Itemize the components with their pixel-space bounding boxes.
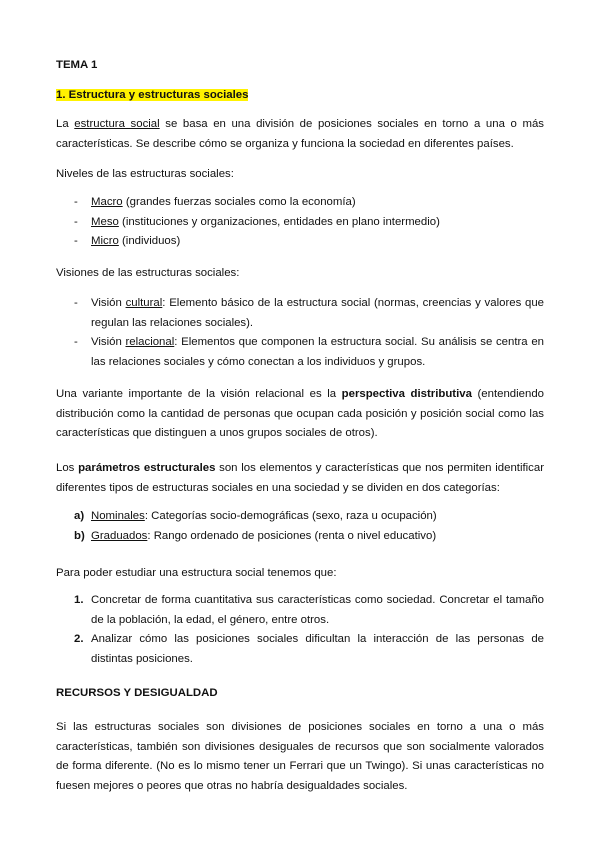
visiones-intro: Visiones de las estructuras sociales: xyxy=(56,267,240,279)
list-pre: Visión xyxy=(91,297,126,309)
list-text: (individuos) xyxy=(118,235,181,247)
paragraph-parametros xyxy=(56,459,544,498)
list-marker: b) xyxy=(74,529,85,542)
list-marker: - xyxy=(74,336,78,348)
list-item xyxy=(56,193,544,213)
list-text: Analizar cómo las posiciones sociales dificultan la interacción de las personas de distintas posiciones. xyxy=(91,633,544,665)
variante-bold: perspectiva distributiva xyxy=(341,388,472,400)
tema-heading: TEMA 1 xyxy=(56,59,98,71)
variante-text-a: Una variante importante de la visión relacional es la xyxy=(56,388,342,400)
list-marker: - xyxy=(74,196,78,208)
list-item xyxy=(56,591,544,630)
paragraph-recursos: Si las estructuras sociales son divisiones de posiciones sociales en torno a una o más características, también son divisiones desiguales de recursos que son socialmente valorados de forma diferente. (No es lo mismo tener un Ferrari que un Twingo). Si unas características no fuesen mejores o peores que otras no habría desigualdades sociales. xyxy=(56,721,544,792)
p1-text-b: se basa en una división de posiciones sociales en torno a una o más características. Se describe cómo se organiza y funciona la sociedad en diferentes países. xyxy=(56,118,544,150)
parametros-bold: parámetros estructurales xyxy=(78,462,216,474)
list-text: (grandes fuerzas sociales como la economía) xyxy=(122,196,356,208)
list-text: : Rango ordenado de posiciones (renta o nivel educativo) xyxy=(147,529,437,542)
list-text: : Elementos que componen la estructura social. Su análisis se centra en las relaciones sociales y cómo conectan a los individuos y grupos. xyxy=(91,336,544,368)
section-title xyxy=(56,86,544,106)
list-text: (instituciones y organizaciones, entidades en plano intermedio) xyxy=(118,215,440,228)
list-item xyxy=(56,527,544,547)
list-marker: a) xyxy=(74,510,85,522)
estudiar-intro: Para poder estudiar una estructura social tenemos que: xyxy=(56,567,337,579)
section-title-text: 1. Estructura y estructuras sociales xyxy=(56,89,249,101)
pasos-list xyxy=(56,591,544,669)
list-item xyxy=(56,630,544,669)
recursos-heading: RECURSOS Y DESIGUALDAD xyxy=(56,687,218,699)
niveles-list xyxy=(56,193,544,252)
variante-text-b: (entendiendo distribución como la cantidad de personas que ocupan cada posición y posición social como las características que distinguen a unos grupos sociales de otros). xyxy=(56,388,545,439)
visiones-list xyxy=(56,294,544,372)
list-term: cultural xyxy=(125,297,163,309)
list-marker: 2. xyxy=(74,633,84,645)
list-item xyxy=(56,333,544,372)
list-marker: - xyxy=(74,215,78,228)
list-item xyxy=(56,507,544,527)
list-term: Graduados xyxy=(91,529,148,542)
list-term: Meso xyxy=(91,215,119,228)
list-marker: - xyxy=(74,297,78,309)
list-marker: 1. xyxy=(74,594,84,606)
list-term: Nominales xyxy=(91,510,145,522)
list-marker: - xyxy=(74,235,78,247)
list-term: Macro xyxy=(91,196,123,208)
niveles-intro: Niveles de las estructuras sociales: xyxy=(56,168,234,180)
list-item xyxy=(56,294,544,333)
parametros-text-b: son los elementos y características que nos permiten identificar diferentes tipos de estructuras sociales en una sociedad y se dividen en dos categorías: xyxy=(56,462,544,494)
parametros-text-a: Los xyxy=(56,462,79,474)
categorias-list xyxy=(56,507,544,546)
p1-term: estructura social xyxy=(74,118,160,130)
list-term: relacional xyxy=(125,336,175,348)
paragraph-estructura xyxy=(56,115,544,154)
list-item xyxy=(56,213,544,233)
list-term: Micro xyxy=(91,235,119,247)
list-text: : Elemento básico de la estructura social (normas, creencias y valores que regulan las relaciones sociales). xyxy=(91,297,545,329)
list-text: Concretar de forma cuantitativa sus características como sociedad. Concretar el tamaño de la población, la edad, el género, entre otros. xyxy=(91,594,544,626)
list-text: : Categorías socio-demográficas (sexo, raza u ocupación) xyxy=(144,510,437,522)
paragraph-variante xyxy=(56,385,544,444)
list-item xyxy=(56,232,544,252)
p1-text-a: La xyxy=(56,118,75,130)
list-pre: Visión xyxy=(91,336,126,348)
